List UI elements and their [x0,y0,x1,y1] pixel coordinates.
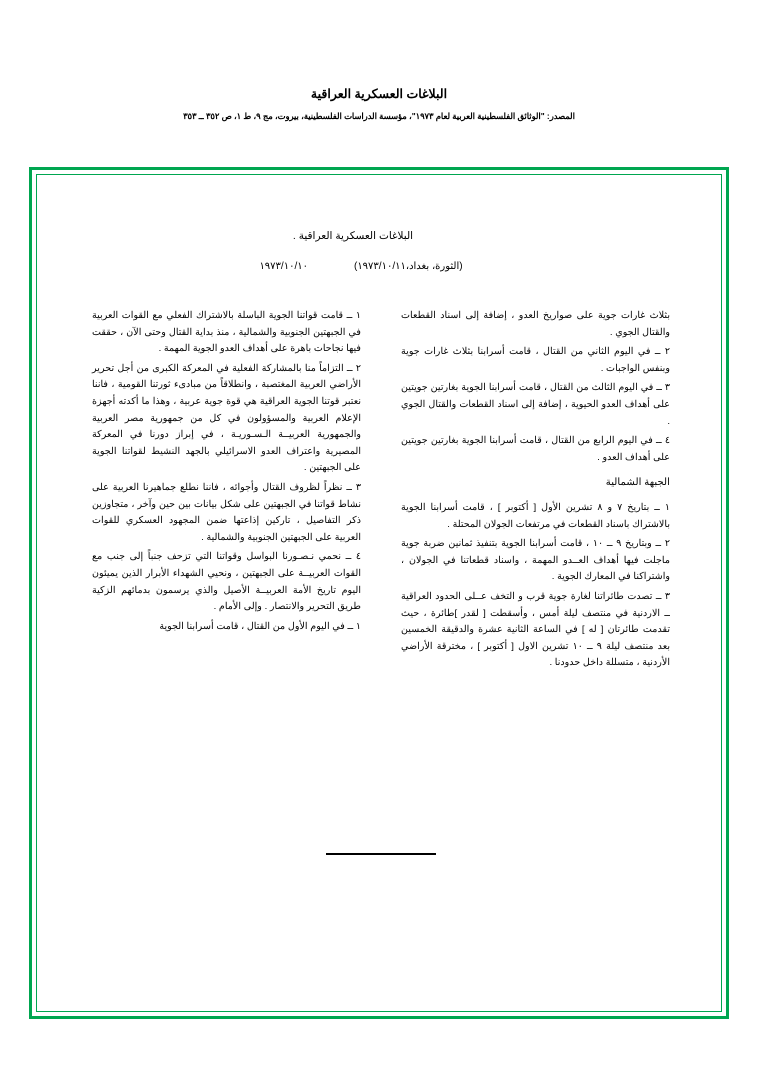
paragraph: ٣ ــ تصدت طائراتنا لغارة جوية قرب و التخف عــلى الحدود العراقية ــ الاردنية في منتصف ليلة أمس ، وأسقطت [ لقدر ]طائرة ، حيث تقدمت طائرتان [ له ] في الساعة الثانية عشرة والدقيقة الخمسين بعد منتصف ليلة ٩ ــ ١٠ تشرين الاول [ أكتوبر ] ، مخترقة الأراضي الأردنية ، متسللة داخل حدودنا . [401,590,670,669]
section-divider-rule [326,853,436,855]
paragraph: ٤ ــ نحمي نـصـورنا البواسل وقواتنا التي تزحف جنباً إلى جنب مع القوات العربيــة على الجبهتين ، ونحيي الشهداء الأبرار الذين يميئون اليوم تاريخ الأمة العربيــة الأصيل والذي يرسمون بدمائهم الزكية طريق التحرير والانتصار . وإلى الأمام . [92,551,361,613]
column-right [92,308,361,675]
paragraph: ١ ــ قامت قواتنا الجوية الباسلة بالاشتراك الفعلي مع القوات العربية في الجبهتين الجنوبية والشمالية ، منذ بداية القتال وحتى الآن ، حققت فيها نجاحات باهرة على أهداف العدو الجوية المهمة . [92,310,361,355]
paragraph: ٤ ــ في اليوم الرابع من القتال ، قامت أسرابنا الجوية بغارتين جويتين على أهداف العدو . [401,435,670,463]
column-left [401,308,670,675]
dateline-row [92,261,670,272]
header-source-line: المصدر: "الوثائق الفلسطينية العربية لعام ١٩٧٣"، مؤسسة الدراسات الفلسطينية، بيروت، مج ٩، ط ١، ص ٣٥٢ ــ ٣٥٣ [183,111,575,121]
paragraph: ٢ ــ في اليوم الثاني من القتال ، قامت أسرابنا بثلاث غارات جوية وبنفس الواجبات . [401,346,670,374]
paragraph: ١ ــ بتاريخ ٧ و ٨ تشرين الأول [ أكتوبر ] ، قامت أسرابنا الجوية بالاشتراك باسناد القطعات في مرتفعات الجولان المحتلة . [401,501,670,530]
paragraph: ١ ــ في اليوم الأول من القتال ، قامت أسرابنا الجوية [159,620,361,632]
document-body [92,230,670,675]
header-title: البلاغات العسكرية العراقية [310,87,448,101]
page-header [0,86,758,121]
paragraph: ٣ ــ في اليوم الثالث من القتال ، قامت أسرابنا الجوية بغارتين جويتين على أهداف العدو الحيوية ، إضافة إلى اسناد القطعات والقتال الجوي . [401,382,670,427]
two-column-text [92,308,670,675]
paragraph: ٢ ــ التزاماً منا بالمشاركة الفعلية في المعركة الكبرى من أجل تحرير الأراضي العربية المغتصبة ، وانطلاقاً من مبادىء ثورتنا القومية ، فاننا نعتبر قوتنا الجوية العراقية هي قوة جوية عربية ، وهذا ما أكدته أجهزة الإعلام العربية والمسؤولون في كل من جمهورية مصر العربية والجمهورية العربيــة الـسـوريـة ، في إبراز دورنا في المعركة المصيرية واعتراف العدو الاسرائيلي بالجهد النشيط لقواتنا الجوية على الجبهتين . [92,362,361,474]
section-subheading: الجبهة الشمالية [605,477,670,489]
paragraph: ٢ ــ وبتاريخ ٩ ــ ١٠ ، قامت أسرابنا الجوية بتنفيذ ثمانين ضربة جوية ماجلت فيها أهداف العــدو المهمة ، واسناد قطعاتنا في الجولان ، واشتراكنا في المعارك الجوية . [401,538,670,583]
dateline-date: ١٩٧٣/١٠/١٠ [259,261,308,272]
green-border-frame [29,167,729,1019]
paragraph: بثلاث غارات جوية على صواريخ العدو ، إضافة إلى اسناد القطعات والقتال الجوي . [401,310,670,338]
paragraph: ٣ ــ نظراً لظروف القتال وأجوائه ، فاننا نطلع جماهيرنا العربية على نشاط قواتنا في الجبهتين على شكل بيانات بين حين وآخر ، متجاوزين ذكر التفاصيل ، تاركين إذاعتها ضمن المجهود العسكري للقوات العربية على الجبهتين الجنوبية والشمالية . [92,481,361,543]
dateline-source: (الثورة، بغداد،١٩٧٣/١٠/١١) [353,261,463,272]
document-title: البلاغات العسكرية العراقية . [292,230,414,242]
